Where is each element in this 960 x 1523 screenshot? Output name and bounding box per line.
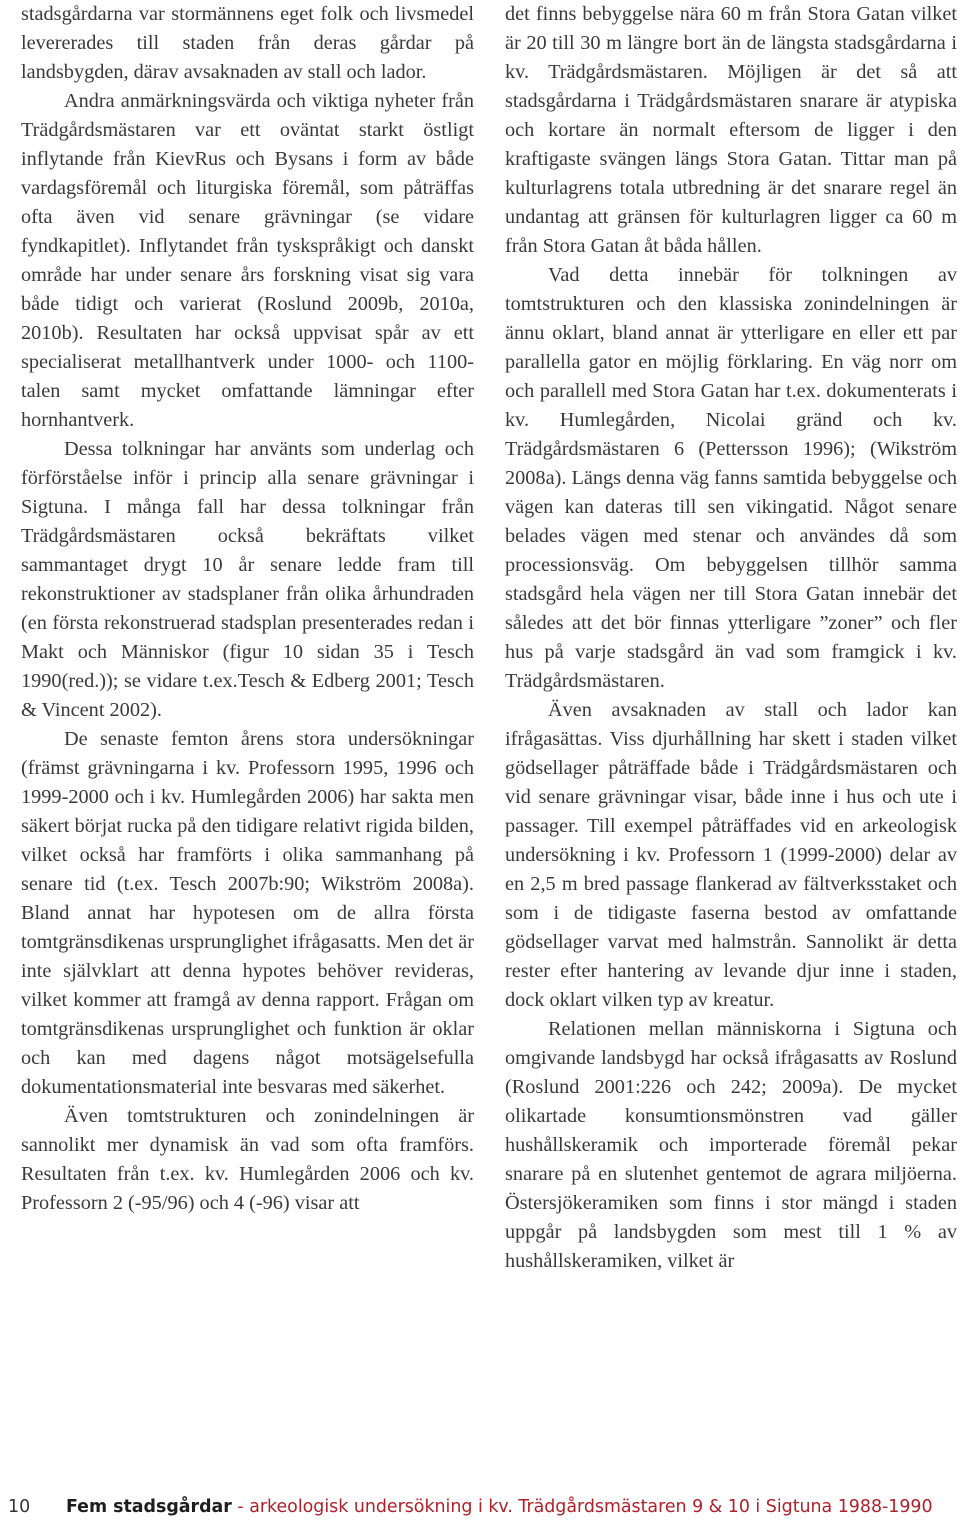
running-title-main: Fem stadsgårdar (66, 1497, 232, 1517)
body-paragraph: stadsgårdarna var stormännens eget folk och livsmedel levererades till staden från deras gårdar på landsbygden, därav avsaknaden av stall och lador. (21, 3, 474, 83)
running-title-subtitle: arkeologisk undersökning i kv. Trädgårdsmästaren 9 & 10 i Sigtuna 1988-1990 (249, 1497, 933, 1517)
right-text-column (505, 0, 957, 1276)
page-number: 10 (8, 1497, 31, 1517)
body-paragraph: Dessa tolkningar har använts som underlag och förförståelse inför i princip alla senare grävningar i Sigtuna. I många fall har dessa tolkningar från Trädgårdsmästaren också bekräftats vilket sammantaget drygt 10 år senare ledde fram till rekonstruktioner av stadsplaner från olika århundraden (en första rekonstruerad stadsplan presenterades redan i Makt och Människor (figur 10 sidan 35 i Tesch 1990(red.)); se vidare t.ex.Tesch & Edberg 2001; Tesch & Vincent 2002). (21, 438, 474, 721)
body-paragraph: Relationen mellan människorna i Sigtuna och omgivande landsbygd har också ifrågasatts av Roslund (Roslund 2001:226 och 242; 2009a). De mycket olikartade konsumtionsmönstren vad gäller hushållskeramik och importerade föremål pekar snarare på en slutenhet gentemot de agrara miljöerna. Östersjökeramiken som finns i stor mängd i staden uppgår på landsbygden som mest till 1 % av hushållskeramiken, vilket är (505, 1018, 957, 1272)
running-title-separator: - (231, 1497, 250, 1517)
body-paragraph: Även tomtstrukturen och zonindelningen är sannolikt mer dynamisk än vad som ofta framförs. Resultaten från t.ex. kv. Humlegården 2006 och kv. Professorn 2 (-95/96) och 4 (-96) visar att (21, 1105, 474, 1214)
body-paragraph: De senaste femton årens stora undersökningar (främst grävningarna i kv. Professorn 1995, 1996 och 1999-2000 och i kv. Humlegården 2006) har sakta men säkert börjat rucka på den tidigare relativt rigida bilden, vilket också har framförts i olika sammanhang på senare tid (t.ex. Tesch 2007b:90; Wikström 2008a). Bland annat har hypotesen om de allra första tomtgränsdikenas ursprunglighet ifrågasatts. Men det är inte självklart att denna hypotes behöver revideras, vilket kommer att framgå av denna rapport. Frågan om tomtgränsdikenas ursprunglighet och funktion är oklar och kan med dagens något motsägelsefulla dokumentationsmaterial inte besvaras med säkerhet. (21, 728, 474, 1098)
page-footer (0, 1496, 960, 1520)
body-paragraph: det finns bebyggelse nära 60 m från Stora Gatan vilket är 20 till 30 m längre bort än de längsta stadsgårdarna i kv. Trädgårdsmästaren. Möjligen är det så att stadsgårdarna i Trädgårdsmästaren snarare är atypiska och kortare än normalt eftersom de ligger i den kraftigaste svängen längs Stora Gatan. Tittar man på kulturlagrens totala utbredning är det snarare regel än undantag att gränsen för kulturlagren ligger ca 60 m från Stora Gatan åt båda hållen. (505, 3, 957, 257)
running-title (66, 1496, 933, 1518)
body-paragraph: Vad detta innebär för tolkningen av tomtstrukturen och den klassiska zonindelningen är ännu oklart, bland annat är ytterligare en eller ett par parallella gator en möjlig förklaring. En väg norr om och parallell med Stora Gatan har t.ex. dokumenterats i kv. Humlegården, Nicolai gränd och kv. Trädgårdsmästaren 6 (Pettersson 1996); (Wikström 2008a). Längs denna väg fanns samtida bebyggelse och vägen kan dateras till sen vikingatid. Något senare belades vägen med stenar och användes då som processionsväg. Om bebyggelsen tillhör samma stadsgård hela vägen ner till Stora Gatan innebär det således att det bör finnas ytterligare ”zoner” och fler hus på varje stadsgård än vad som framgick i kv. Trädgårdsmästaren. (505, 264, 957, 692)
left-text-column (21, 0, 474, 1218)
body-paragraph: Andra anmärkningsvärda och viktiga nyheter från Trädgårdsmästaren var ett oväntat starkt östligt inflytande från KievRus och Bysans i form av både vardagsföremål och liturgiska föremål, som påträffas ofta även vid senare grävningar (se vidare fyndkapitlet). Inflytandet från tyskspråkigt och danskt område har under senare års forskning visat sig vara både tidigt och varierat (Roslund 2009b, 2010a, 2010b). Resultaten har också uppvisat spår av ett specialiserat metallhantverk under 1000- och 1100-talen samt mycket omfattande lämningar efter hornhantverk. (21, 90, 474, 431)
body-paragraph: Även avsaknaden av stall och lador kan ifrågasättas. Viss djurhållning har skett i staden vilket gödsellager påträffade både i Trädgårdsmästaren och vid senare grävningar visar, både inne i hus och ute i passager. Till exempel påträffades vid en arkeologisk undersökning i kv. Professorn 1 (1999-2000) delar av en 2,5 m bred passage flankerad av fältverksstaket och som i de tidigaste faserna bestod av omfattande gödsellager varvat med halmstrån. Sannolikt är detta rester efter hantering av levande djur inne i staden, dock oklart vilken typ av kreatur. (505, 699, 957, 1011)
